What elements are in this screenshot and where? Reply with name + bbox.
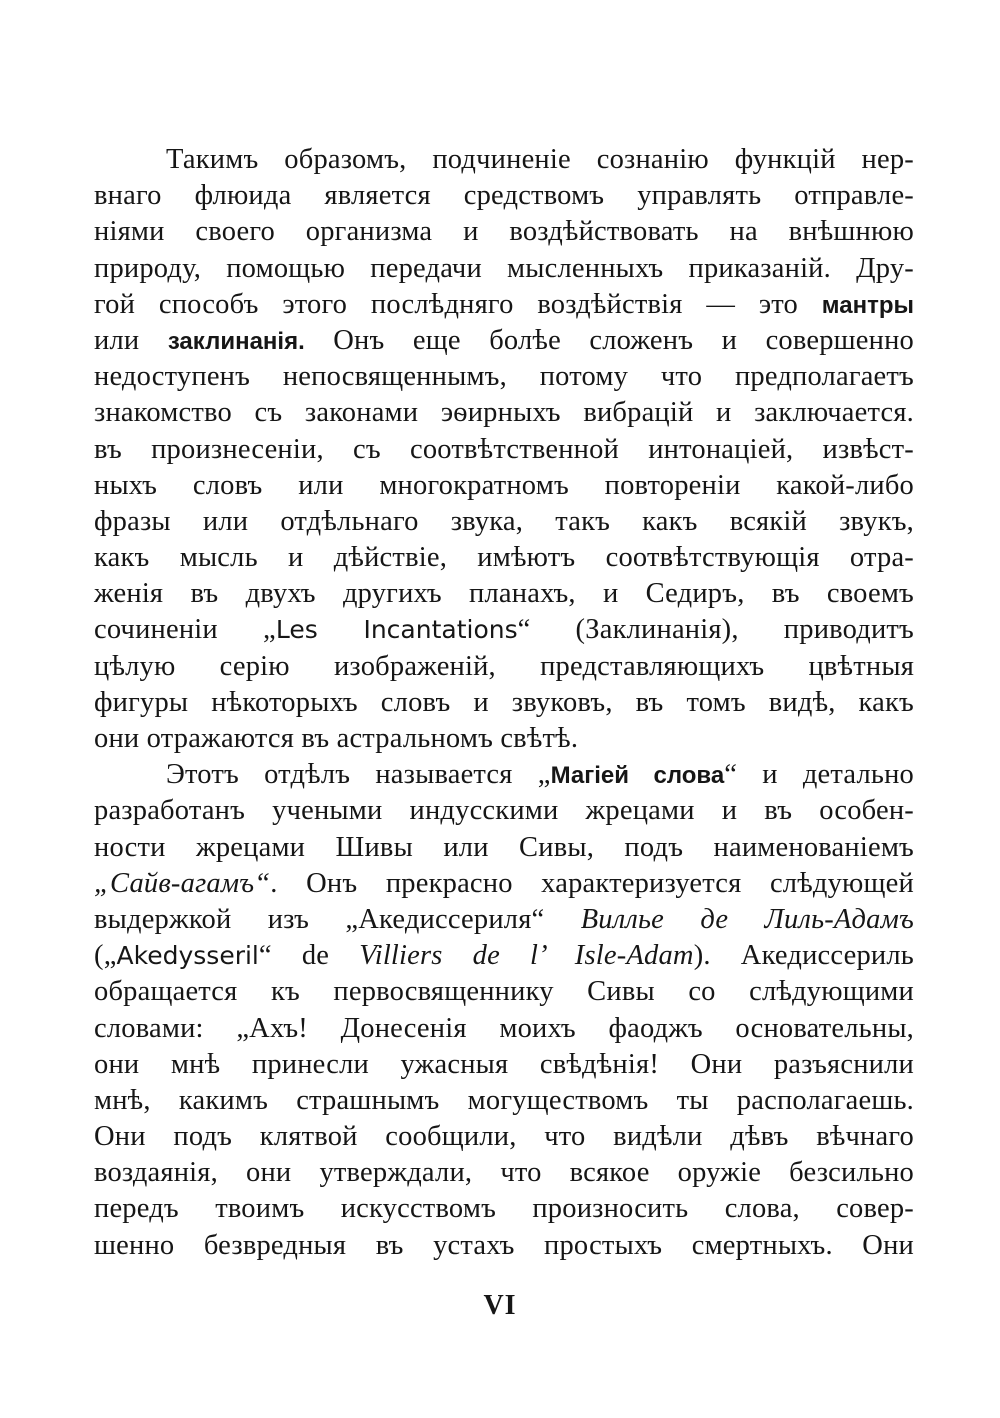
text-line: недоступенъ непосвященнымъ, потому что предполагаетъ xyxy=(94,361,914,393)
text-segment: “ (Заклинанія), приводитъ xyxy=(517,614,914,646)
text-segment: выдержкой изъ „Акедиссериля“ xyxy=(94,903,581,935)
text-segment: или xyxy=(94,324,168,356)
text-line xyxy=(94,938,914,974)
bold-term-word-magic: Магіей слова xyxy=(550,762,725,790)
text-line: передъ твоимъ искусствомъ произносить слова, совер- xyxy=(94,1193,914,1225)
text-line: обращается къ первосвященнику Сивы со слѣдующими xyxy=(94,976,914,1008)
text-segment: “ и детально xyxy=(724,759,914,791)
latin-title: Akedysseril xyxy=(116,941,259,971)
bold-term-mantras: мантры xyxy=(821,291,914,319)
text-line xyxy=(94,323,914,359)
text-line: воздаянія, они утверждали, что всякое оружіе безсильно xyxy=(94,1157,914,1189)
text-line: Они подъ клятвой сообщили, что видѣли дѣвъ вѣчнаго xyxy=(94,1121,914,1153)
text-line xyxy=(94,757,914,793)
text-line xyxy=(94,866,914,902)
text-line: природу, помощью передачи мысленныхъ приказаній. Дру- xyxy=(94,252,914,284)
text-line xyxy=(94,902,914,938)
text-line: внаго флюида является средствомъ управлять отправле- xyxy=(94,180,914,212)
text-segment: Онъ еще болѣе сложенъ и совершенно xyxy=(304,324,915,356)
text-line: они мнѣ принесли ужасныя свѣдѣнія! Они разъяснили xyxy=(94,1048,914,1080)
text-line: шенно безвредныя въ устахъ простыхъ смертныхъ. Они xyxy=(94,1229,914,1261)
text-line: словами: „Ахъ! Донесенія моихъ фаоджъ основательны, xyxy=(94,1012,914,1044)
text-line: Такимъ образомъ, подчиненіе сознанію функцій нер- xyxy=(166,144,914,175)
italic-author-name: Villiers de l’ Isle-Adam xyxy=(359,940,694,972)
text-line: цѣлую серію изображеній, представляющихъ цвѣтныя xyxy=(94,650,914,682)
text-segment: ). Акедиссериль xyxy=(693,940,914,972)
text-segment: Этотъ отдѣлъ называется „ xyxy=(166,759,551,791)
italic-term: „Сайв-агамъ“ xyxy=(94,867,271,899)
text-line: въ произнесеніи, съ соотвѣтственной интонаціей, извѣст- xyxy=(94,433,914,465)
text-line: они отражаются въ астральномъ свѣтѣ. xyxy=(94,723,579,754)
text-line: фразы или отдѣльнаго звука, такъ какъ всякій звукъ, xyxy=(94,505,914,537)
paragraph-2 xyxy=(94,757,914,1264)
text-segment: гой способъ этого послѣдняго воздѣйствія — это xyxy=(94,288,822,320)
text-line: ныхъ словъ или многократномъ повтореніи какой-либо xyxy=(94,469,914,501)
text-line: ніями своего организма и воздѣйствовать на внѣшнюю xyxy=(94,216,914,248)
bold-term-incantations: заклинанія. xyxy=(167,327,305,355)
latin-title: Les Incantations xyxy=(275,615,518,645)
paragraph-1 xyxy=(94,142,914,757)
text-line xyxy=(94,612,914,648)
text-line xyxy=(94,287,914,323)
italic-author-name: Виллье де Лиль-Адамъ xyxy=(580,903,914,935)
text-line: женія въ двухъ другихъ планахъ, и Седиръ, въ своемъ xyxy=(94,578,914,610)
body-text xyxy=(94,142,914,1264)
text-segment: сочиненіи „ xyxy=(94,614,276,646)
text-segment: . Онъ прекрасно характеризуется слѣдующей xyxy=(270,867,914,899)
text-segment: “ de xyxy=(258,940,360,972)
text-line: мнѣ, какимъ страшнымъ могуществомъ ты располагаешь. xyxy=(94,1084,914,1116)
text-line: разработанъ учеными индусскими жрецами и въ особен- xyxy=(94,795,914,827)
text-line: фигуры нѣкоторыхъ словъ и звуковъ, въ томъ видѣ, какъ xyxy=(94,686,914,718)
page-number: VI xyxy=(483,1290,517,1321)
text-segment: („ xyxy=(94,940,117,972)
text-line: какъ мысль и дѣйствіе, имѣютъ соотвѣтствующія отра- xyxy=(94,542,914,574)
text-line: ности жрецами Шивы или Сивы, подъ наименованіемъ xyxy=(94,831,914,863)
text-line: знакомство съ законами эѳирныхъ вибрацій и заключается. xyxy=(94,397,914,429)
